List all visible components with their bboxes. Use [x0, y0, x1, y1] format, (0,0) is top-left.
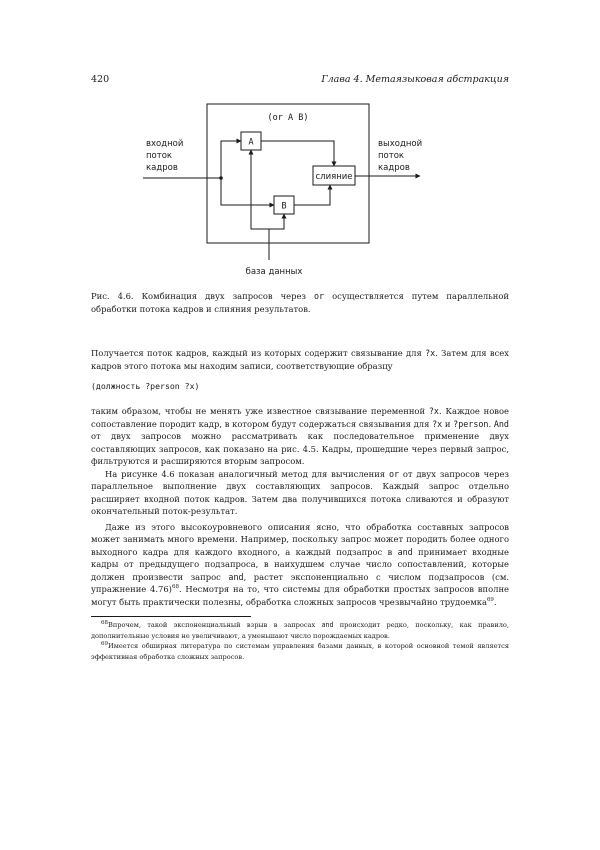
paragraph-1: Получается поток кадров, каждый из которых содержит связывание для ?x. Затем для всех кадров этого потока мы находим записи, соответствующие образцу — [91, 348, 509, 371]
page-number: 420 — [91, 74, 110, 85]
output-label-1: выходной — [378, 139, 423, 149]
footnote-ref-68: 68 — [171, 584, 179, 591]
output-label-3: кадров — [378, 163, 410, 173]
database-label: база данных — [245, 267, 303, 277]
merge-label: слияние — [315, 172, 353, 182]
footnotes — [91, 620, 509, 662]
footnote-divider — [91, 616, 251, 617]
arrow-to-b — [221, 178, 274, 205]
arrow-db-to-b — [269, 214, 284, 229]
paragraph-2: таким образом, чтобы не менять уже известное связывание переменной ?x. Каждое новое сопоставление породит кадр, в котором будут содержаться связывания для ?x и ?person. And от двух запросов можно рассматривать как последовательное применение двух составляющих запросов, как показано на рис. 4.5. Кадры, прошедшие через первый запрос, фильтруются и расширяются вторым запросом. — [91, 406, 509, 466]
query-b-label: B — [281, 201, 287, 212]
arrow-a-to-merge — [261, 141, 334, 166]
figure-caption: Рис. 4.6. Комбинация двух запросов через or осуществляется путем параллельной обработки потока кадров и слияния результатов. — [91, 291, 509, 314]
input-label-2: поток — [146, 151, 173, 161]
code-pattern: (должность ?person ?x) — [91, 381, 200, 391]
running-header — [91, 74, 509, 88]
input-label-3: кадров — [146, 163, 178, 173]
chapter-title: Глава 4. Метаязыковая абстракция — [321, 74, 509, 85]
figure-4-6 — [0, 95, 600, 285]
main-text — [91, 405, 509, 608]
or-title: (or A B) — [267, 113, 309, 123]
arrow-db-to-a — [251, 150, 269, 229]
paragraph-3: На рисунке 4.6 показан аналогичный метод для вычисления or от двух запросов через параллельное выполнение двух составляющих запросов. Каждый запрос отдельно расширяет входной поток кадров. Затем два получившихся потока сливаются и образуют окончательный поток-результат. — [91, 468, 509, 516]
query-a-label: A — [248, 137, 254, 148]
arrow-to-a — [221, 141, 241, 178]
footnote-69: $^{69}$Имеется обширная литература по системам управления базами данных, в которой основной темой является эффективная обработка сложных запросов. — [91, 640, 509, 661]
footnote-68: $^{68}$Впрочем, такой экспоненциальный взрыв в запросах and происходит редко, поскольку, как правило, дополнительные условия не увеличивают, а уменьшают число порождаемых кадров. — [91, 619, 509, 640]
paragraph-4: Даже из этого высокоуровневого описания ясно, что обработка составных запросов может занимать много времени. Например, поскольку запрос может породить более одного выходного кадра для каждого входного, а каждый подзапрос в and принимает входные кадры от предыдущего подзапроса, в наихудшем случае число сопоставлений, которые должен произвести запрос and, растет экспоненциально с числом подзапросов (см. упражнение 4.76)$^{68}$. Несмотря на то, что системы для обработки простых запросов вполне могут быть практически полезны, обработка сложных запросов чрезвычайно трудоемка$^{69}$. — [91, 521, 509, 607]
footnote-ref-69: 69 — [486, 596, 494, 603]
output-label-2: поток — [378, 151, 405, 161]
arrow-b-to-merge — [294, 185, 330, 205]
input-label-1: входной — [146, 139, 184, 149]
